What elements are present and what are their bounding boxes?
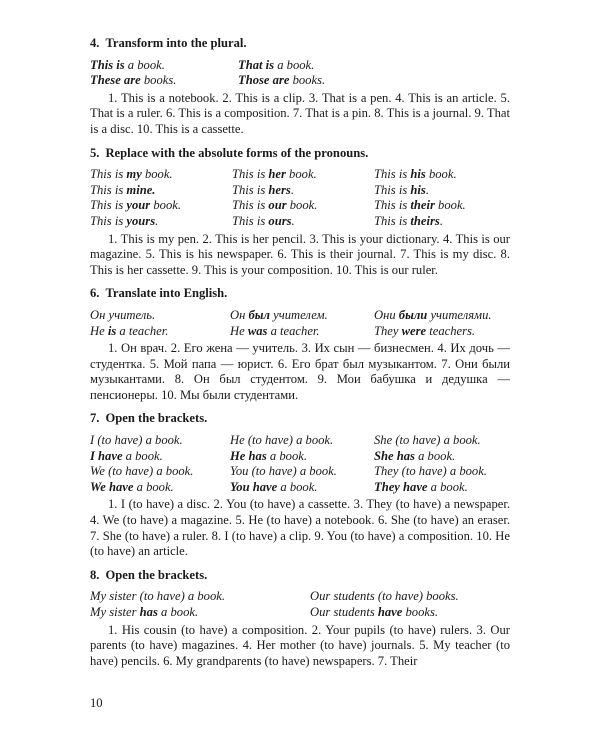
example-text: Our students (to have) books. (310, 589, 459, 604)
example-text: Они были учителями. (374, 307, 492, 322)
exercise-7 (90, 411, 510, 559)
example-text: She (to have) a book. (374, 433, 481, 448)
exercise-heading: 5. Replace with the absolute forms of the pronouns. (90, 145, 369, 160)
example-text: She has a book. (374, 448, 456, 463)
exercise-task: 1. His cousin (to have) a composition. 2. Your pupils (to have) rulers. 3. Our parents (to have) magazines. 4. Her mother (to have) journals. 5. My teacher (to have) pencils. 6. My grandparents (to have) newspapers. 7. Their (90, 622, 510, 668)
example-grid (90, 589, 510, 620)
example-text: This is his. (374, 182, 429, 197)
example-text: My sister (to have) a book. (90, 589, 225, 604)
exercise-heading: 7. Open the brackets. (90, 411, 208, 426)
example-text: This is our book. (232, 198, 318, 213)
example-text: This is theirs. (374, 213, 443, 228)
example-text: This is her book. (232, 167, 317, 182)
exercise-heading: 6. Translate into English. (90, 286, 228, 301)
example-text: They have a book. (374, 479, 468, 494)
example-text: Он учитель. (90, 307, 156, 322)
example-text: I (to have) a book. (90, 433, 183, 448)
example-text: Он был учителем. (230, 307, 328, 322)
exercise-6 (90, 286, 510, 403)
page-content (90, 36, 510, 677)
exercise-4 (90, 36, 510, 138)
exercise-task: 1. Он врач. 2. Его жена — учитель. 3. Их сын — бизнесмен. 4. Их дочь — студентка. 5. Мой папа — юрист. 6. Его брат был музыкантом. 7. Они были музыкантами. 8. Он был студентом. 9. Мои бабушка и дедушка — пенсионеры. 10. Мы были студентами. (90, 341, 510, 402)
example-text: This is ours. (232, 213, 295, 228)
example-grid (90, 58, 510, 89)
example-text: We (to have) a book. (90, 464, 194, 479)
example-text: This is their book. (374, 198, 466, 213)
example-text: This is yours. (90, 213, 159, 228)
example-text: That is a book. (238, 57, 315, 72)
example-text: He has a book. (230, 448, 307, 463)
example-text: These are books. (90, 73, 177, 88)
exercise-8 (90, 568, 510, 670)
example-text: This is hers. (232, 182, 294, 197)
example-text: Our students have books. (310, 605, 439, 619)
example-text: He is a teacher. (90, 323, 169, 338)
example-grid (90, 433, 510, 495)
exercise-5 (90, 146, 510, 279)
example-text: They were teachers. (374, 323, 476, 338)
example-text: This is a book. (90, 57, 165, 72)
example-text: He (to have) a book. (230, 433, 334, 448)
example-text: They (to have) a book. (374, 464, 487, 479)
exercise-task: 1. This is a notebook. 2. This is a clip. 3. That is a pen. 4. This is an article. 5. That is a ruler. 6. This is a composition. 7. That is a pin. 8. This is a journal. 9. That is a disc. 10. This is a cassette. (90, 90, 510, 136)
example-text: Those are books. (238, 73, 326, 88)
example-text: This is my book. (90, 167, 173, 182)
exercise-heading: 8. Open the brackets. (90, 567, 208, 582)
example-grid (90, 167, 510, 229)
example-text: You have a book. (230, 479, 318, 494)
example-text: This is your book. (90, 198, 181, 213)
page-number: 10 (90, 696, 103, 710)
exercise-task: 1. I (to have) a disc. 2. You (to have) a cassette. 3. They (to have) a newspaper. 4. We (to have) a magazine. 5. He (to have) a notebook. 6. She (to have) an eraser. 7. She (to have) a ruler. 8. I (to have) a clip. 9. You (to have) a composition. 10. He (to have) an article. (90, 497, 510, 559)
example-text: You (to have) a book. (230, 464, 337, 479)
example-text: My sister has a book. (90, 605, 199, 619)
example-grid (90, 308, 510, 339)
example-text: I have a book. (90, 448, 163, 463)
exercise-task: 1. This is my pen. 2. This is her pencil. 3. This is your dictionary. 4. This is our magazine. 5. This is his newspaper. 6. This is their journal. 7. This is my disc. 8. This is her cassette. 9. This is your composition. 10. This is our ruler. (90, 231, 510, 277)
example-text: This is mine. (90, 182, 156, 197)
example-text: We have a book. (90, 479, 174, 494)
exercise-heading: 4. Transform into the plural. (90, 36, 247, 50)
example-text: He was a teacher. (230, 323, 320, 338)
example-text: This is his book. (374, 167, 457, 182)
